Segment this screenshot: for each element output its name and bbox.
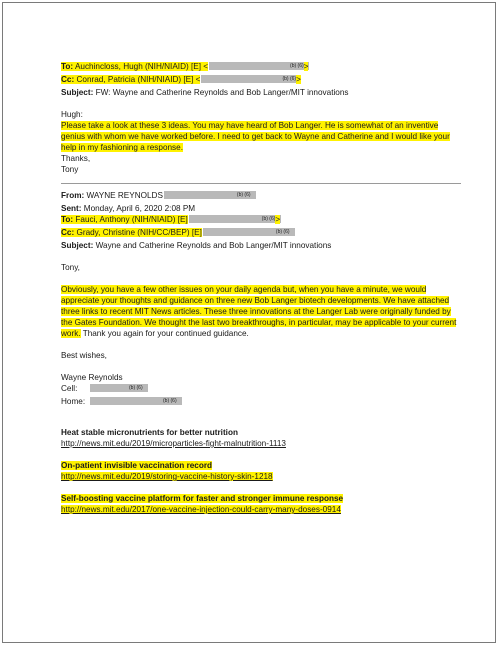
header-subject-row — [61, 87, 461, 98]
reply-name: Tony — [61, 165, 79, 174]
exemption-label: (b) (6) — [275, 229, 290, 235]
header-to-row — [61, 61, 461, 74]
to-value: Auchincloss, Hugh (NIH/NIAID) [E] < — [74, 62, 209, 71]
link-title-2: On-patient invisible vaccination record — [61, 461, 213, 470]
link-block-3 — [61, 493, 461, 515]
exemption-label: (b) (6) — [261, 216, 276, 222]
fwd-from-value: WAYNE REYNOLDS — [86, 191, 163, 200]
cc-label: Cc: — [61, 75, 75, 84]
link-title-3: Self-boosting vaccine platform for faster and stronger immune response — [61, 494, 344, 503]
reply-body-text: Please take a look at these 3 ideas. You may have heard of Bob Langer. He is somewhat of an inventive genius with whom we have worked before. I need to get back to Wayne and Catherine and I would like your help in my fashioning a response. — [61, 121, 450, 152]
link-title-1: Heat stable micronutrients for better nutrition — [61, 428, 238, 437]
email-content — [61, 61, 461, 515]
fwd-greeting: Tony, — [61, 263, 80, 272]
document-page — [2, 2, 496, 643]
exemption-label: (b) (6) — [129, 385, 143, 391]
fwd-subject-label: Subject: — [61, 241, 94, 250]
link-url-2[interactable]: http://news.mit.edu/2019/storing-vaccine-history-skin-1218 — [61, 472, 273, 481]
message-divider — [61, 183, 461, 184]
exemption-label: (b) (6) — [236, 192, 251, 198]
link-url-1[interactable]: http://news.mit.edu/2019/microparticles-fight-malnutrition-1113 — [61, 439, 286, 448]
fwd-subject-row — [61, 240, 461, 251]
fwd-from-label: From: — [61, 191, 85, 200]
link-block-2 — [61, 460, 461, 482]
to-close: > — [303, 62, 309, 71]
fwd-subject-value: Wayne and Catherine Reynolds and Bob Langer/MIT innovations — [95, 241, 332, 250]
subject-label: Subject: — [61, 88, 94, 97]
fwd-cc-value: Grady, Christine (NIH/CC/BEP) [E] — [76, 228, 202, 237]
reply-greeting: Hugh: — [61, 110, 83, 119]
reply-body — [61, 120, 461, 153]
fwd-to-row — [61, 214, 461, 227]
fwd-home-label: Home: — [61, 397, 86, 406]
fwd-cc-row — [61, 227, 461, 240]
fwd-sig-name: Wayne Reynolds — [61, 373, 123, 382]
fwd-body-text: Obviously, you have a few other issues on your daily agenda but, when you have a minute, we would appreciate your thoughts and guidance on three new Bob Langer biotech developments. We have attached three links to recent MIT News articles. These three innovations at the Langer Lab were originally funded by the Gates Foundation. We thought the last two breakthroughs, in particular, may be applicable to your current work. — [61, 285, 457, 338]
fwd-sent-row — [61, 203, 461, 214]
cc-close: > — [296, 75, 301, 84]
fwd-cell-row — [61, 383, 461, 396]
fwd-cell-label: Cell: — [61, 384, 78, 393]
cc-value: Conrad, Patricia (NIH/NIAID) [E] < — [76, 75, 201, 84]
fwd-home-row — [61, 396, 461, 409]
fwd-to-label: To: — [61, 215, 74, 224]
to-label: To: — [61, 62, 74, 71]
fwd-body — [61, 284, 461, 339]
fwd-cc-label: Cc: — [61, 228, 75, 237]
link-block-1 — [61, 427, 461, 449]
subject-value: FW: Wayne and Catherine Reynolds and Bob Langer/MIT innovations — [95, 88, 349, 97]
fwd-closing: Best wishes, — [61, 351, 107, 360]
fwd-to-value: Fauci, Anthony (NIH/NIAID) [E] — [75, 215, 188, 224]
link-url-3[interactable]: http://news.mit.edu/2017/one-vaccine-injection-could-carry-many-doses-0914 — [61, 505, 341, 514]
reply-signoff: Thanks, — [61, 154, 91, 163]
exemption-label: (b) (6) — [290, 63, 304, 69]
fwd-sent-value: Monday, April 6, 2020 2:08 PM — [83, 204, 196, 213]
fwd-body-tail: Thank you again for your continued guidance. — [80, 329, 249, 338]
exemption-label: (b) (6) — [282, 76, 297, 82]
header-cc-row — [61, 74, 461, 87]
fwd-from-row — [61, 190, 461, 203]
fwd-to-close: > — [275, 215, 281, 224]
exemption-label: (b) (6) — [163, 398, 177, 404]
fwd-sent-label: Sent: — [61, 204, 82, 213]
